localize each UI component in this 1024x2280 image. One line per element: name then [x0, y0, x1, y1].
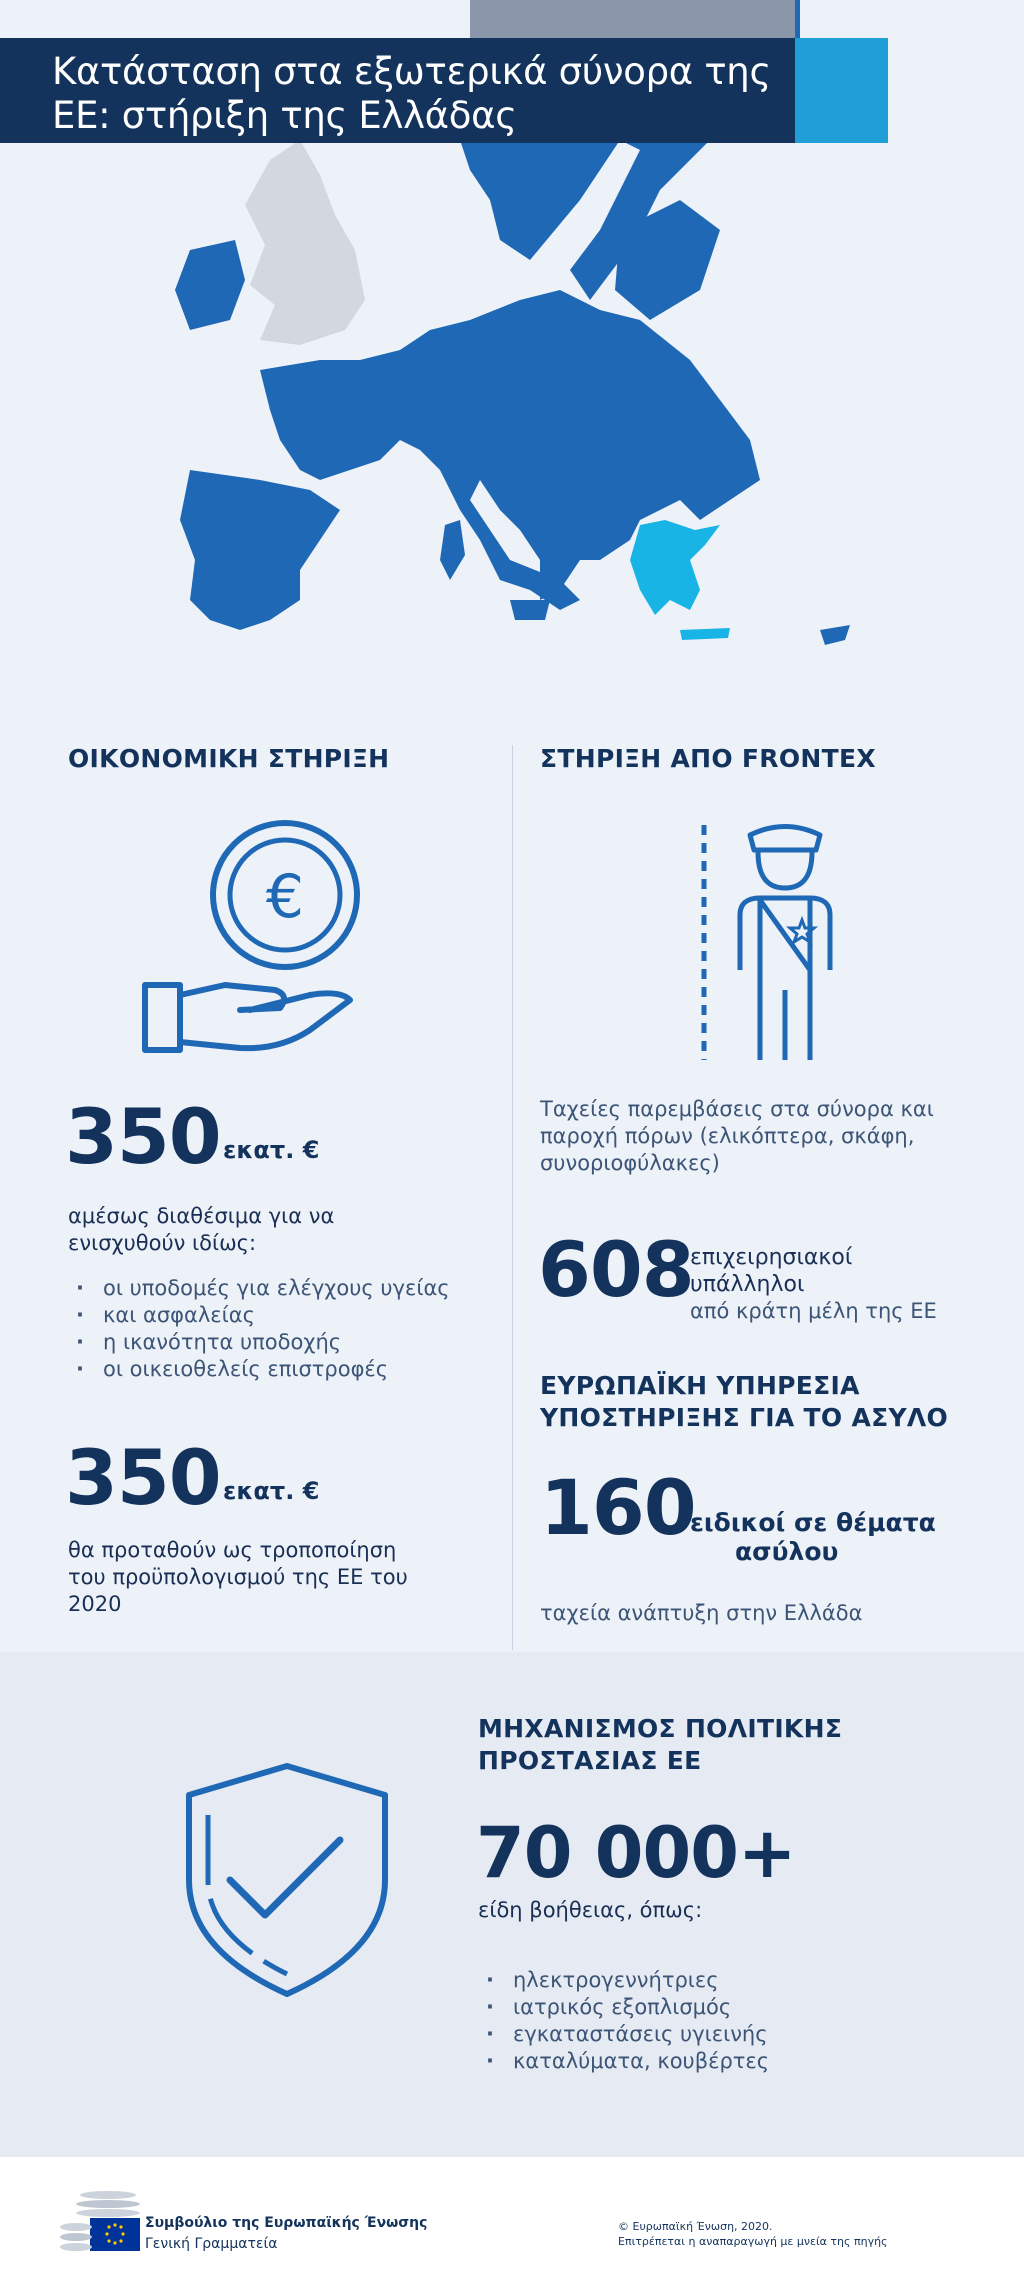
list-item: · η ικανότητα υποδοχής	[68, 1329, 450, 1356]
asylum-number: 160	[540, 1463, 696, 1552]
civil-protection-heading-line-2: ΠΡΟΣΤΑΣΙΑΣ ΕΕ	[478, 1746, 702, 1775]
frontex-staff-label-line-2: υπάλληλοι	[690, 1272, 805, 1297]
frontex-heading: ΣΤΗΡΙΞΗ ΑΠΟ FRONTEX	[540, 744, 876, 773]
map-sicily	[510, 600, 550, 620]
map-crete	[680, 628, 730, 640]
frontex-staff-number: 608	[538, 1225, 694, 1314]
asylum-heading-line-2: ΥΠΟΣΤΗΡΙΞΗΣ ΓΙΑ ΤΟ ΑΣΥΛΟ	[540, 1403, 949, 1432]
footer-copyright: © Ευρωπαϊκή Ένωση, 2020.	[618, 2220, 773, 2233]
list-item: · καταλύματα, κουβέρτες	[478, 2048, 769, 2075]
column-divider	[512, 745, 513, 1650]
asylum-heading-line-1: ΕΥΡΩΠΑΪΚΗ ΥΠΗΡΕΣΙΑ	[540, 1371, 860, 1400]
frontex-desc-line-3: συνοριοφύλακες)	[540, 1151, 720, 1175]
asylum-sub: ταχεία ανάπτυξη στην Ελλάδα	[540, 1601, 863, 1625]
list-item: · οι υποδομές για ελέγχους υγείας	[68, 1275, 450, 1302]
asylum-heading	[540, 1370, 948, 1434]
map-corsica-sardinia	[440, 520, 465, 580]
economic-desc-2-line-3: 2020	[68, 1592, 122, 1616]
asylum-label-line-2: ασύλου	[735, 1537, 839, 1566]
list-item-continuation	[68, 1302, 450, 1329]
title-line-1: Κατάσταση στα εξωτερικά σύνορα της	[52, 50, 771, 93]
economic-desc-1	[68, 1203, 334, 1257]
council-logo-icon	[60, 2185, 142, 2257]
economic-amount-1: 350	[65, 1092, 221, 1181]
footer-reproduction: Επιτρέπεται η αναπαραγωγή με μνεία της πηγής	[618, 2235, 888, 2248]
economic-heading: ΟΙΚΟΝΟΜΙΚΗ ΣΤΗΡΙΞΗ	[68, 744, 390, 773]
title-line-2: ΕΕ: στήριξη της Ελλάδας	[52, 94, 517, 137]
frontex-desc-line-1: Ταχείες παρεμβάσεις στα σύνορα και	[540, 1097, 934, 1121]
shield-check-icon	[180, 1760, 395, 2000]
civil-protection-heading-line-1: ΜΗΧΑΝΙΣΜΟΣ ΠΟΛΙΤΙΚΗΣ	[478, 1714, 843, 1743]
economic-unit-1: εκατ. €	[223, 1136, 320, 1164]
asylum-label-line-1: ειδικοί σε θέματα	[690, 1508, 936, 1537]
map-iberia	[180, 470, 340, 630]
economic-amount-2: 350	[65, 1433, 221, 1522]
svg-text:€: €	[265, 862, 305, 932]
frontex-staff-sub: από κράτη μέλη της ΕΕ	[690, 1299, 937, 1323]
list-item: · οι οικειοθελείς επιστροφές	[68, 1356, 450, 1383]
footer-org: Συμβούλιο της Ευρωπαϊκής Ένωσης	[145, 2215, 428, 2231]
map-uk	[245, 140, 365, 345]
civil-protection-number: 70 000+	[476, 1812, 796, 1894]
frontex-desc	[540, 1096, 934, 1177]
header-strip	[470, 0, 795, 38]
civil-protection-label: είδη βοήθειας, όπως:	[478, 1898, 703, 1922]
map-ireland	[175, 240, 245, 330]
economic-unit-2: εκατ. €	[223, 1477, 320, 1505]
map-greece	[630, 520, 720, 615]
economic-desc-2-line-1: θα προταθούν ως τροποποίηση	[68, 1538, 397, 1562]
list-item: · εγκαταστάσεις υγιεινής	[478, 2021, 769, 2048]
civil-protection-bullets	[478, 1967, 769, 2075]
civil-protection-heading	[478, 1713, 842, 1777]
frontex-staff-label-line-1: επιχειρησιακοί	[690, 1245, 853, 1270]
frontex-staff-label	[690, 1244, 852, 1298]
list-item: · ηλεκτρογεννήτριες	[478, 1967, 769, 1994]
page-title	[0, 38, 795, 143]
footer-secretariat: Γενική Γραμματεία	[145, 2236, 278, 2252]
list-item-text: και ασφαλείας	[103, 1303, 255, 1327]
asylum-label	[690, 1508, 936, 1566]
frontex-desc-line-2: παροχή πόρων (ελικόπτερα, σκάφη,	[540, 1124, 915, 1148]
border-guard-icon	[690, 820, 850, 1065]
economic-desc-2-line-2: του προϋπολογισμού της ΕΕ του	[68, 1565, 408, 1589]
economic-desc-2	[68, 1537, 408, 1618]
list-item: · ιατρικός εξοπλισμός	[478, 1994, 769, 2021]
economic-desc-1-line-2: ενισχυθούν ιδίως:	[68, 1231, 257, 1255]
economic-desc-1-line-1: αμέσως διαθέσιμα για να	[68, 1204, 335, 1228]
economic-bullets	[68, 1275, 450, 1383]
title-accent-block	[795, 38, 888, 143]
map-cyprus	[820, 625, 850, 645]
euro-coin-hand-icon	[140, 820, 360, 1065]
